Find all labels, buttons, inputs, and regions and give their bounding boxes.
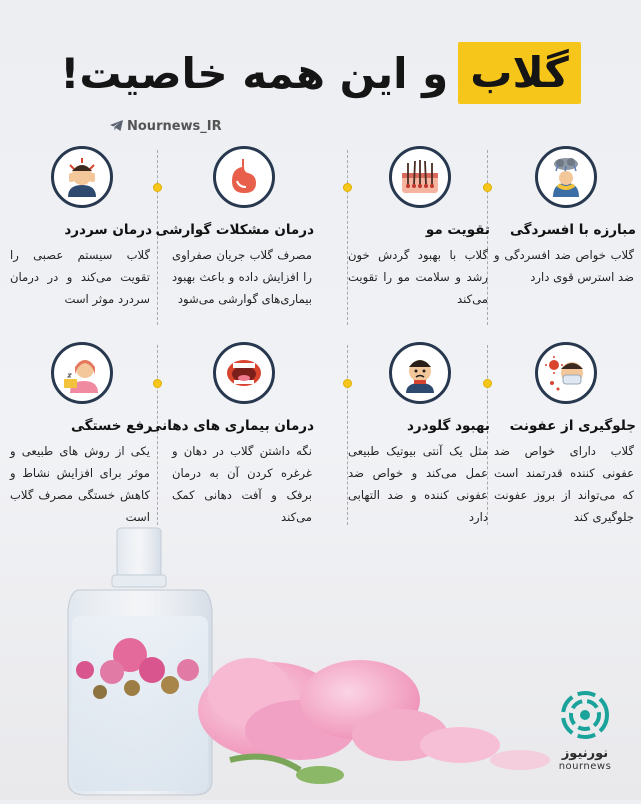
benefit-description: نگه داشتن گلاب در دهان و غرغره کردن آن به درمان برفک و آفت دهانی کمک می‌کند [172,444,312,524]
benefit-digestive [155,146,318,310]
source-handle [110,119,222,134]
benefit-title: رفع خستگی [70,418,152,434]
benefit-title: جلوگیری از عفونت [509,418,636,434]
virus-mask-icon [535,342,597,404]
title-rest: و این همه خاصیت! [60,48,449,98]
benefit-title: مبارزه با افسردگی [509,222,636,238]
source-label: Nournews_IR [127,119,222,134]
benefit-oral [148,342,318,528]
benefit-description: گلاب دارای خواص ضد عفونی کننده قدرتمند است که می‌تواند از بروز عفونت جلوگیری کند [494,444,634,524]
benefit-infection [492,342,640,528]
benefit-title: درمان مشکلات گوارشی [155,222,314,238]
logo-text-en: nournews [558,761,612,772]
title-highlight: گلاب [458,42,581,104]
benefit-description: گلاب سیستم عصبی را تقویت می‌کند و در درمان سردرد موثر است [10,248,150,306]
telegram-icon [110,120,123,134]
benefit-description: مصرف گلاب جریان صفراوی را افزایش داده و باعث بهبود بیماری‌های گوارشی می‌شود [172,248,312,306]
nournews-swirl-icon [550,690,620,744]
sore-throat-icon [389,342,451,404]
tired-person-icon [51,342,113,404]
open-mouth-icon [213,342,275,404]
benefit-title: درمان سردرد [64,222,152,238]
benefit-description: گلاب خواص ضد افسردگی و ضد استرس قوی دارد [494,248,634,284]
hair-follicle-icon [389,146,451,208]
benefit-sore-throat [346,342,494,528]
benefit-description: مثل یک آنتی بیوتیک طبیعی عمل می‌کند و خواص ضد عفونی کننده و ضد التهابی دارد [348,444,488,524]
logo-text-fa: نورنیوز [561,746,609,761]
benefit-title: تقویت مو [425,222,490,238]
benefit-depression [492,146,640,288]
benefit-title: درمان بیماری های دهانی [148,418,314,434]
page-title [20,38,621,108]
benefit-description: یکی از روش های طبیعی و موثر برای افزایش نشاط و کاهش خستگی مصرف گلاب است [10,444,150,524]
depressed-person-icon [535,146,597,208]
stomach-icon [213,146,275,208]
benefit-hair [346,146,494,310]
rosewater-bottle-illustration [0,520,641,800]
nournews-logo [550,690,620,772]
benefit-headache [8,146,156,310]
headache-icon [51,146,113,208]
benefit-title: بهبود گلودرد [406,418,490,434]
benefit-fatigue [8,342,156,528]
column-divider [157,345,158,525]
benefit-description: گلاب با بهبود گردش خون رشد و سلامت مو را تقویت می‌کند [348,248,488,306]
